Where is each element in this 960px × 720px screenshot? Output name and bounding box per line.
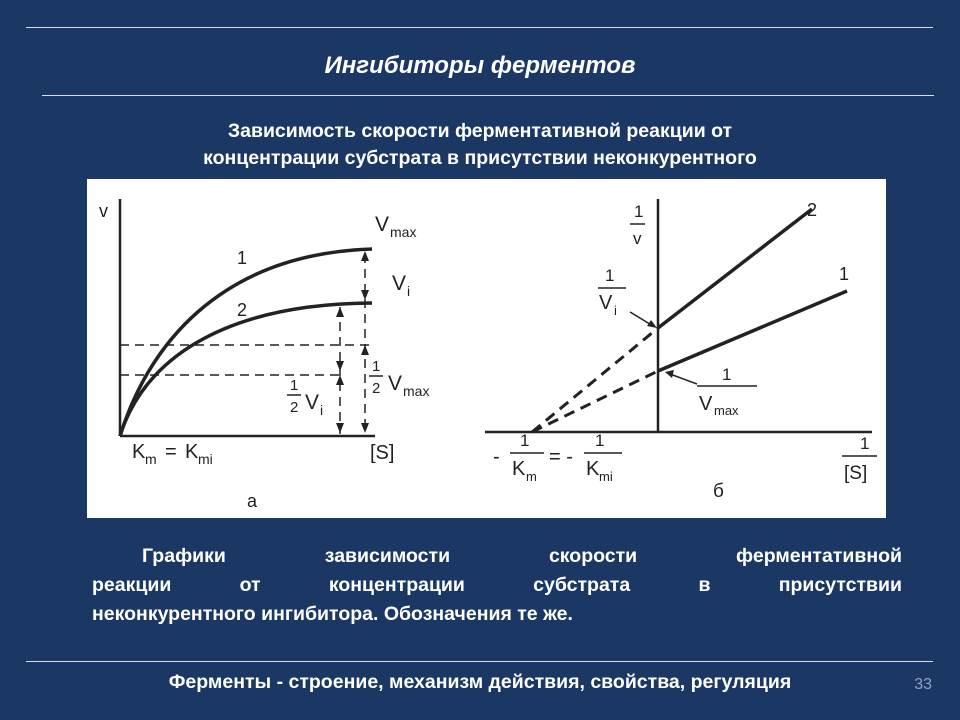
arrow-half-vmax-up <box>361 345 369 355</box>
left-x-label: [S] <box>370 442 395 464</box>
panel-b <box>485 199 872 432</box>
title-underline <box>42 95 934 96</box>
arrow-vmax-down <box>361 290 369 300</box>
panel-a <box>120 199 375 436</box>
curve-2 <box>120 303 372 436</box>
neg-km-minus: - <box>493 446 500 468</box>
kmi-label: K <box>185 441 199 463</box>
slide-subtitle <box>60 118 900 172</box>
arrow-vi-down <box>336 361 344 371</box>
kmi-sub: mi <box>198 451 213 467</box>
line-2 <box>658 209 812 328</box>
subtitle-line-1: Зависимость скорости ферментативной реакции от <box>227 120 733 142</box>
neg-kmi-num: 1 <box>595 431 605 450</box>
km-sub: m <box>145 451 157 467</box>
neg-km-num: 1 <box>520 431 530 450</box>
neg-km-sub: m <box>526 469 537 484</box>
footer-text: Ферменты - строение, механизм действия, свойства, регуляция <box>168 671 792 693</box>
page-number: 33 <box>914 676 932 693</box>
line-1-label: 1 <box>839 264 850 284</box>
half-vi-num: 1 <box>290 377 299 394</box>
half-vi-sub: i <box>320 402 324 418</box>
caption-line-2: реакции от концентрации субстрата в присутствии <box>92 574 902 596</box>
arrow-vmax-up <box>361 251 369 261</box>
half-vmax-num: 1 <box>372 358 381 375</box>
right-y-den: v <box>633 229 642 248</box>
pointer-1-vmax <box>670 374 697 384</box>
half-vmax-den: 2 <box>372 380 381 397</box>
half-vi-v: V <box>305 391 320 414</box>
arrow-half-vi-down <box>336 423 344 433</box>
caption-line-1: Графики зависимости скорости ферментативной <box>142 545 902 567</box>
pointer-1-vmax-arrow <box>665 370 674 378</box>
panel-a-letter: а <box>247 491 258 511</box>
neg-kmi-sub: mi <box>599 469 613 484</box>
neg-kmi-den: K <box>586 458 600 480</box>
arrow-half-vmax-down <box>361 423 369 433</box>
line-2-extrapolated <box>532 328 658 432</box>
vi-label: V <box>392 272 407 295</box>
top-rule <box>26 27 933 28</box>
pointer-1-vi-arrow <box>647 320 657 328</box>
line-2-label: 2 <box>807 200 818 220</box>
left-y-label: v <box>99 201 108 221</box>
half-vmax-v: V <box>388 372 403 395</box>
line-1 <box>658 291 847 371</box>
inv-vmax-num: 1 <box>722 365 732 384</box>
half-vi-den: 2 <box>290 399 299 416</box>
vi-sub: i <box>407 283 411 299</box>
curve-1 <box>120 249 372 436</box>
inv-vi-den: V <box>599 292 613 314</box>
right-x-den: [S] <box>844 463 868 484</box>
vmax-label: V <box>375 213 390 236</box>
panel-b-labels <box>493 200 877 502</box>
inv-vi-num: 1 <box>605 266 615 285</box>
inv-vi-sub: i <box>614 303 617 318</box>
figure-caption <box>92 542 902 629</box>
panel-a-labels <box>99 201 429 511</box>
arrow-half-vi-up <box>336 375 344 385</box>
right-y-num: 1 <box>634 202 644 221</box>
inv-vmax-den: V <box>699 393 713 415</box>
right-x-num: 1 <box>860 434 870 453</box>
caption-line-3: неконкурентного ингибитора. Обозначения те же. <box>92 603 573 625</box>
curve-1-label: 1 <box>237 248 248 268</box>
slide-title: Ингибиторы ферментов <box>324 52 636 79</box>
curve-2-label: 2 <box>237 300 248 320</box>
half-vmax-sub: max <box>403 383 430 399</box>
arrow-vi-up <box>336 307 344 317</box>
subtitle-line-2: концентрации субстрата в присутствии неконкурентного <box>203 147 757 169</box>
km-equals: = <box>165 441 177 463</box>
neg-km-equals: = - <box>549 446 573 468</box>
diagram-svg <box>87 179 886 518</box>
diagram-figure <box>87 179 886 518</box>
vmax-sub: max <box>390 224 417 240</box>
neg-km-den: K <box>512 458 526 480</box>
footer-rule <box>26 661 933 662</box>
km-label: K <box>132 441 146 463</box>
inv-vmax-sub: max <box>714 403 739 418</box>
panel-b-letter: б <box>713 481 724 502</box>
